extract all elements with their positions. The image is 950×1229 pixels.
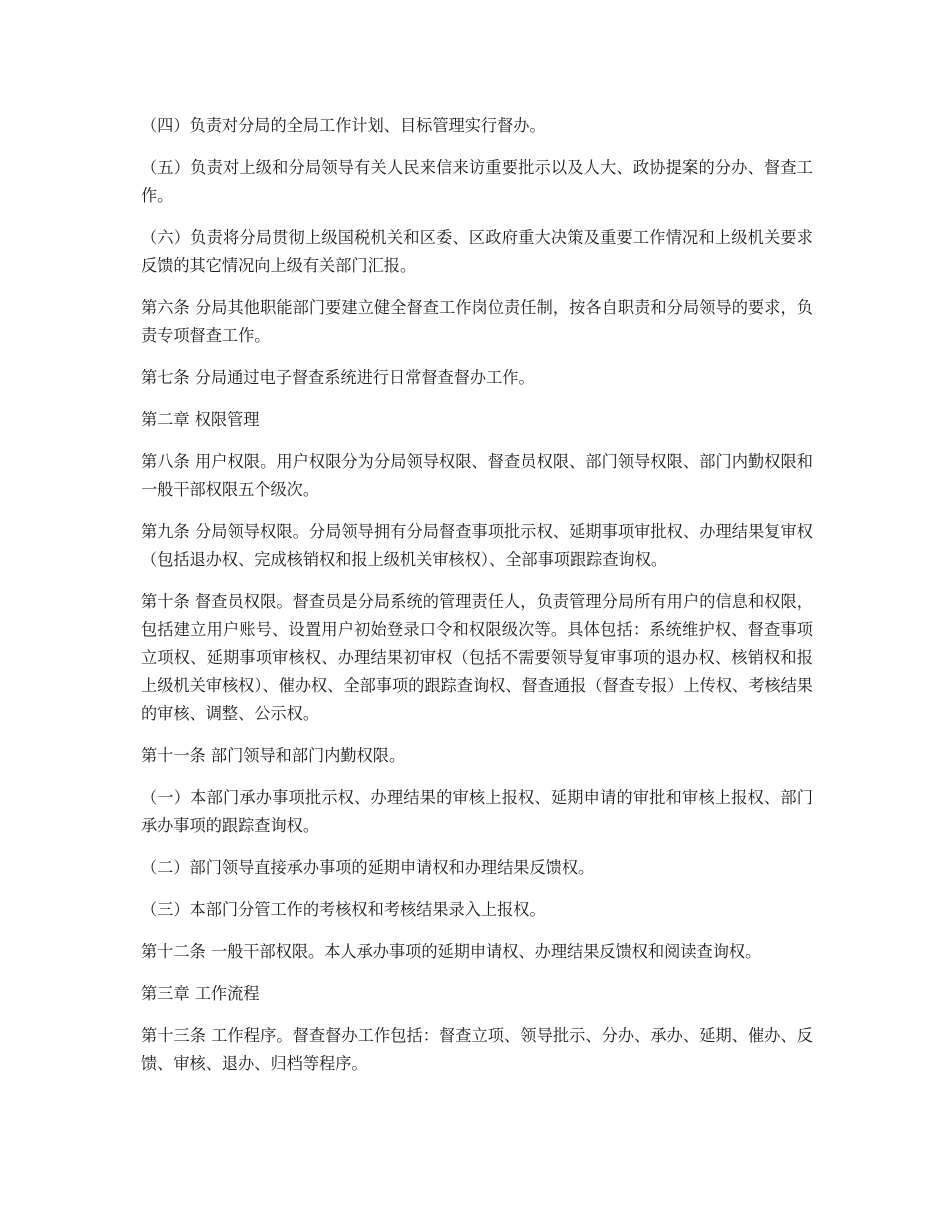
- article-9: 第九条 分局领导权限。分局领导拥有分局督查事项批示权、延期事项审批权、办理结果复审权（包括退办权、完成核销权和报上级机关审核权）、全部事项跟踪查询权。: [141, 522, 813, 569]
- article-11: 第十一条 部门领导和部门内勤权限。: [141, 746, 406, 765]
- article-11-item-1: （一）本部门承办事项批示权、办理结果的审核上报权、延期申请的审批和审核上报权、部门承办事项的跟踪查询权。: [141, 788, 813, 835]
- chapter-2-heading: 第二章 权限管理: [141, 410, 260, 429]
- document-page: [141, 112, 813, 1092]
- article-6: 第六条 分局其他职能部门要建立健全督查工作岗位责任制，按各自职责和分局领导的要求，负责专项督查工作。: [141, 298, 813, 345]
- article-10: 第十条 督查员权限。督查员是分局系统的管理责任人，负责管理分局所有用户的信息和权限，包括建立用户账号、设置用户初始登录口令和权限级次等。具体包括：系统维护权、督查事项立项权、延期事项审核权、办理结果初审权（包括不需要领导复审事项的退办权、核销权和报上级机关审核权）、催办权、全部事项的跟踪查询权、督查通报（督查专报）上传权、考核结果的审核、调整、公示权。: [141, 592, 813, 723]
- chapter-3-heading: 第三章 工作流程: [141, 984, 260, 1003]
- paragraph-item-4: （四）负责对分局的全局工作计划、目标管理实行督办。: [141, 116, 546, 135]
- article-11-item-2: （二）部门领导直接承办事项的延期申请权和办理结果反馈权。: [141, 858, 595, 877]
- article-8: 第八条 用户权限。用户权限分为分局领导权限、督查员权限、部门领导权限、部门内勤权限和一般干部权限五个级次。: [141, 452, 813, 499]
- article-7: 第七条 分局通过电子督查系统进行日常督查督办工作。: [141, 368, 535, 387]
- article-12: 第十二条 一般干部权限。本人承办事项的延期申请权、办理结果反馈权和阅读查询权。: [141, 942, 762, 961]
- article-11-item-3: （三）本部门分管工作的考核权和考核结果录入上报权。: [141, 900, 546, 919]
- paragraph-item-5: （五）负责对上级和分局领导有关人民来信来访重要批示以及人大、政协提案的分办、督查工作。: [141, 158, 813, 205]
- article-13: 第十三条 工作程序。督查督办工作包括：督查立项、领导批示、分办、承办、延期、催办、反馈、审核、退办、归档等程序。: [141, 1026, 813, 1073]
- paragraph-item-6: （六）负责将分局贯彻上级国税机关和区委、区政府重大决策及重要工作情况和上级机关要求反馈的其它情况向上级有关部门汇报。: [141, 228, 813, 275]
